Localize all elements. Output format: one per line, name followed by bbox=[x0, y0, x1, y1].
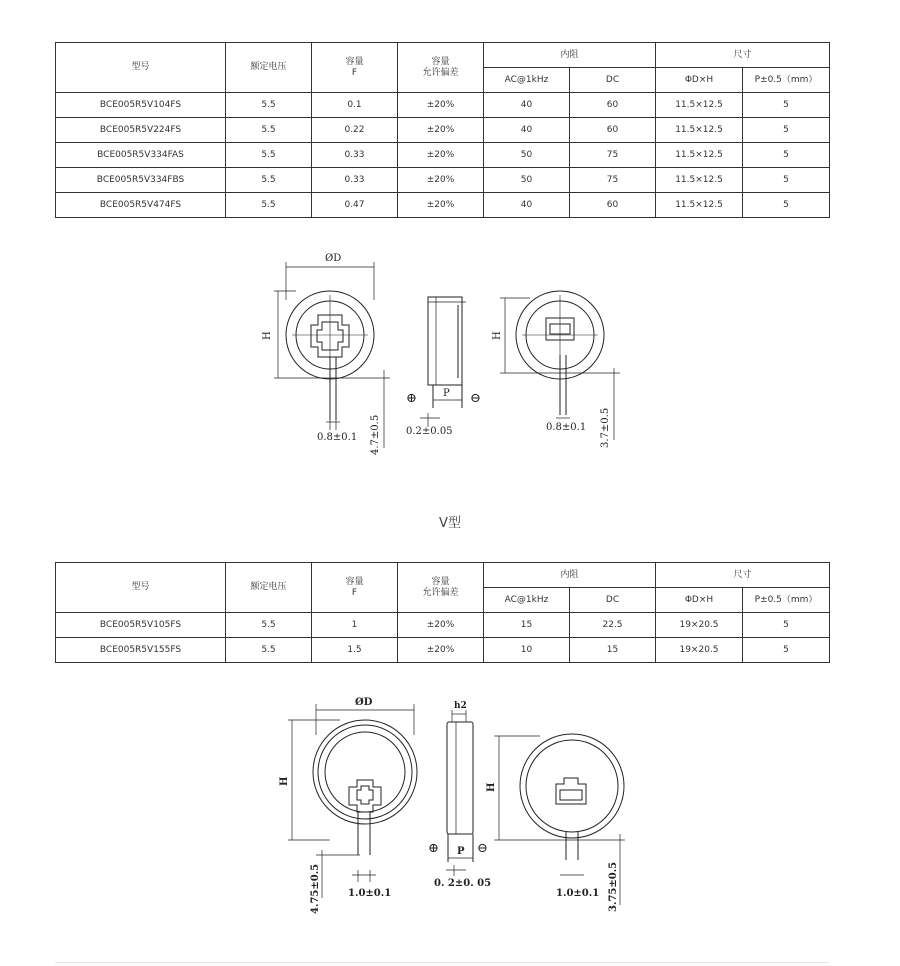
pin-label-right: 0.8±0.1 bbox=[546, 422, 587, 433]
cell-ac: 40 bbox=[484, 93, 570, 118]
header-resistance-dc: DC bbox=[570, 588, 656, 613]
cell-model: BCE005R5V104FS bbox=[56, 93, 226, 118]
cell-dc: 75 bbox=[570, 168, 656, 193]
header-capacity: 容量 F bbox=[312, 43, 398, 93]
table-row bbox=[56, 168, 830, 193]
header-capacity: 容量 F bbox=[312, 563, 398, 613]
header-model: 型号 bbox=[56, 563, 226, 613]
cell-tolerance: ±20% bbox=[398, 613, 484, 638]
cell-capacity: 0.22 bbox=[312, 118, 398, 143]
h-label-right-2: H bbox=[486, 782, 497, 792]
cell-voltage: 5.5 bbox=[226, 93, 312, 118]
cell-model: BCE005R5V224FS bbox=[56, 118, 226, 143]
cell-ac: 40 bbox=[484, 193, 570, 218]
pin-label-left: 0.8±0.1 bbox=[317, 432, 358, 443]
lead-left bbox=[330, 357, 336, 420]
cell-voltage: 5.5 bbox=[226, 638, 312, 663]
table-row bbox=[56, 118, 830, 143]
h-label-left-2: H bbox=[279, 776, 290, 786]
capacitor-v-side-outline bbox=[447, 722, 473, 834]
dimension-diagram-2 bbox=[0, 690, 900, 915]
header-size-dh: ΦD×H bbox=[656, 588, 743, 613]
cell-model: BCE005R5V105FS bbox=[56, 613, 226, 638]
cell-dc: 60 bbox=[570, 93, 656, 118]
cell-ac: 10 bbox=[484, 638, 570, 663]
h-label-left: H bbox=[262, 331, 273, 340]
header-resistance: 内阻 bbox=[484, 43, 656, 68]
cell-p: 5 bbox=[743, 638, 830, 663]
cell-capacity: 1.5 bbox=[312, 638, 398, 663]
lead-label-left-2: 4.75±0.5 bbox=[310, 863, 321, 914]
cell-dc: 22.5 bbox=[570, 613, 656, 638]
cell-ac: 50 bbox=[484, 168, 570, 193]
cell-tolerance: ±20% bbox=[398, 638, 484, 663]
cell-p: 5 bbox=[743, 168, 830, 193]
cell-model: BCE005R5V155FS bbox=[56, 638, 226, 663]
cell-tolerance: ±20% bbox=[398, 168, 484, 193]
header-resistance-ac: AC@1kHz bbox=[484, 68, 570, 93]
spec-table-2 bbox=[55, 562, 830, 663]
table-row bbox=[56, 143, 830, 168]
cell-model: BCE005R5V474FS bbox=[56, 193, 226, 218]
cell-voltage: 5.5 bbox=[226, 143, 312, 168]
header-resistance-dc: DC bbox=[570, 68, 656, 93]
cell-ac: 50 bbox=[484, 143, 570, 168]
cell-tolerance: ±20% bbox=[398, 93, 484, 118]
h-label-right: H bbox=[492, 331, 503, 340]
cell-dc: 75 bbox=[570, 143, 656, 168]
cell-voltage: 5.5 bbox=[226, 118, 312, 143]
h2-label: h2 bbox=[454, 701, 467, 711]
cell-dh: 11.5×12.5 bbox=[656, 93, 743, 118]
cell-capacity: 0.1 bbox=[312, 93, 398, 118]
cell-tolerance: ±20% bbox=[398, 193, 484, 218]
header-voltage: 额定电压 bbox=[226, 563, 312, 613]
cell-ac: 40 bbox=[484, 118, 570, 143]
pin-label-right-2: 1.0±0.1 bbox=[556, 888, 600, 899]
header-resistance-ac: AC@1kHz bbox=[484, 588, 570, 613]
cell-voltage: 5.5 bbox=[226, 193, 312, 218]
header-tolerance: 容量 允许偏差 bbox=[398, 43, 484, 93]
header-model: 型号 bbox=[56, 43, 226, 93]
lead-v-right bbox=[566, 832, 578, 860]
table-row bbox=[56, 613, 830, 638]
cell-p: 5 bbox=[743, 613, 830, 638]
header-size-p: P±0.5（mm） bbox=[743, 68, 830, 93]
cell-dc: 60 bbox=[570, 118, 656, 143]
capacitor-v-rear-outline bbox=[520, 734, 624, 838]
cell-capacity: 0.33 bbox=[312, 168, 398, 193]
cell-dc: 60 bbox=[570, 193, 656, 218]
cell-p: 5 bbox=[743, 118, 830, 143]
header-tolerance: 容量 允许偏差 bbox=[398, 563, 484, 613]
cell-dh: 11.5×12.5 bbox=[656, 143, 743, 168]
thickness-label-1: 0.2±0.05 bbox=[406, 426, 453, 437]
capacitor-v-front-outline bbox=[313, 720, 417, 824]
terminal-v-tab bbox=[349, 780, 381, 812]
table-row bbox=[56, 638, 830, 663]
cell-dh: 11.5×12.5 bbox=[656, 118, 743, 143]
cell-dc: 15 bbox=[570, 638, 656, 663]
cell-p: 5 bbox=[743, 193, 830, 218]
cell-model: BCE005R5V334FAS bbox=[56, 143, 226, 168]
lead-right bbox=[560, 355, 566, 415]
plus-icon: ⊕ bbox=[428, 841, 439, 856]
header-size: 尺寸 bbox=[656, 563, 830, 588]
thickness-label-2: 0. 2±0. 05 bbox=[434, 878, 492, 889]
cell-model: BCE005R5V334FBS bbox=[56, 168, 226, 193]
cell-capacity: 1 bbox=[312, 613, 398, 638]
footer-divider bbox=[55, 962, 829, 963]
header-size-p: P±0.5（mm） bbox=[743, 588, 830, 613]
cell-p: 5 bbox=[743, 93, 830, 118]
header-resistance: 内阻 bbox=[484, 563, 656, 588]
minus-icon: ⊖ bbox=[470, 391, 481, 406]
header-voltage: 额定电压 bbox=[226, 43, 312, 93]
od-label: ØD bbox=[325, 253, 342, 264]
section-title: V型 bbox=[439, 516, 461, 531]
plus-icon: ⊕ bbox=[406, 391, 417, 406]
cell-dh: 11.5×12.5 bbox=[656, 168, 743, 193]
lead-label-right-2: 3.75±0.5 bbox=[608, 861, 619, 912]
cell-p: 5 bbox=[743, 143, 830, 168]
minus-icon: ⊖ bbox=[477, 841, 488, 856]
table-row bbox=[56, 193, 830, 218]
capacitor-side-outline bbox=[428, 297, 462, 385]
header-size: 尺寸 bbox=[656, 43, 830, 68]
header-size-dh: ΦD×H bbox=[656, 68, 743, 93]
cell-dh: 19×20.5 bbox=[656, 638, 743, 663]
dimension-diagram-1 bbox=[0, 240, 900, 470]
p-label-1: P bbox=[443, 388, 450, 399]
cell-capacity: 0.33 bbox=[312, 143, 398, 168]
od-label-2: ØD bbox=[355, 697, 373, 708]
lead-label-right: 3.7±0.5 bbox=[600, 407, 611, 448]
table-row bbox=[56, 93, 830, 118]
spec-table-1 bbox=[55, 42, 830, 218]
lead-label-left: 4.7±0.5 bbox=[370, 414, 381, 455]
pin-label-left-2: 1.0±0.1 bbox=[348, 888, 392, 899]
cell-capacity: 0.47 bbox=[312, 193, 398, 218]
cell-ac: 15 bbox=[484, 613, 570, 638]
p-label-2: P bbox=[457, 846, 465, 857]
cell-tolerance: ±20% bbox=[398, 118, 484, 143]
cell-voltage: 5.5 bbox=[226, 168, 312, 193]
cell-dh: 11.5×12.5 bbox=[656, 193, 743, 218]
cell-dh: 19×20.5 bbox=[656, 613, 743, 638]
cell-tolerance: ±20% bbox=[398, 143, 484, 168]
cell-voltage: 5.5 bbox=[226, 613, 312, 638]
